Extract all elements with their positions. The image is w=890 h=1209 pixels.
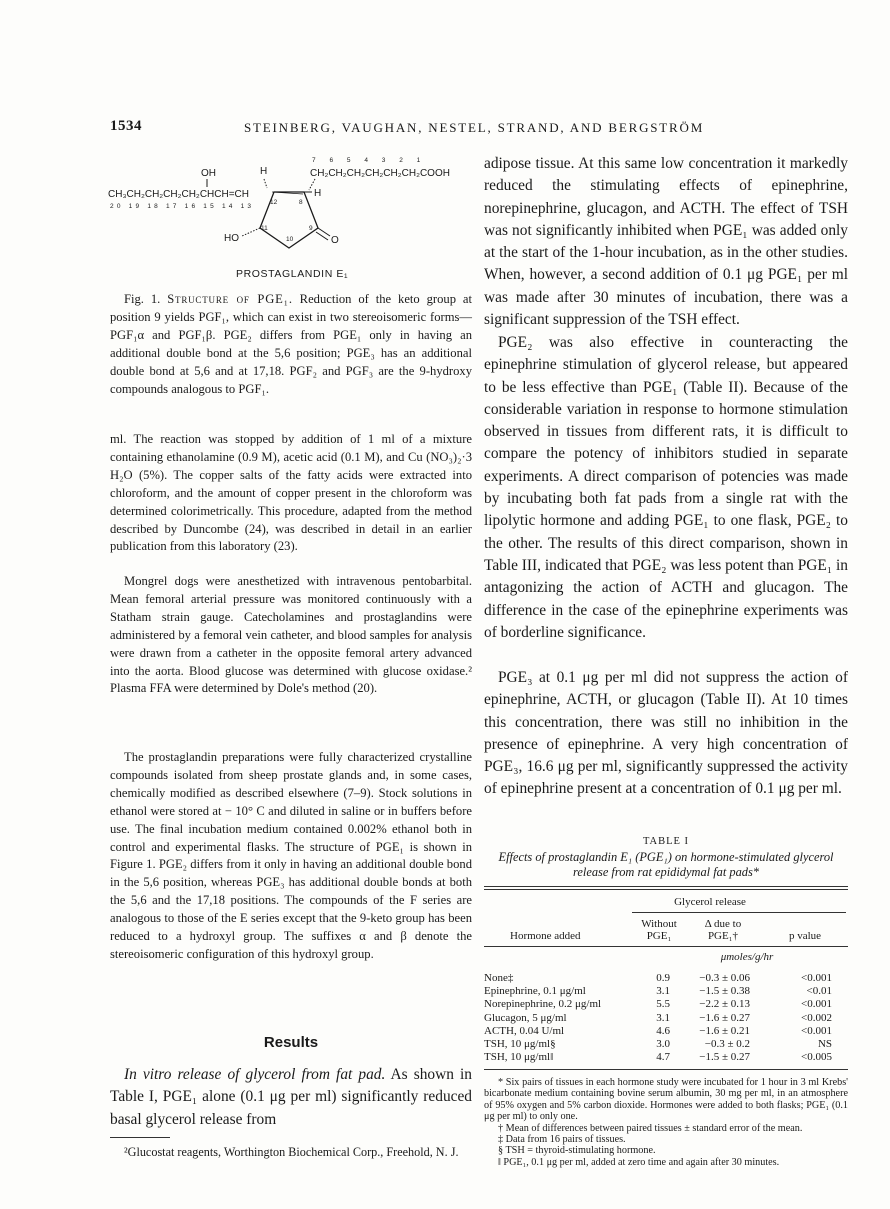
group-header: Glycerol release [674, 896, 746, 908]
body-paragraph-3: PGE₃ at 0.1 μg per ml did not suppress the action of epinephrine, ACTH, or glucagon (Table II). At 10 times this concentration, there was still no inhibition in the presence of epinephrine. A very high concentration of PGE₃, 16.6 μg per ml, significantly suppressed the activity of epinephrine present at a concentration of 0.1 μg per ml. [484, 669, 848, 798]
results-heading: Results [263, 1034, 319, 1051]
ring-number: 9 [309, 225, 313, 232]
body-paragraph-2: PGE₂ was also effective in counteracting the epinephrine stimulation of glycerol release, but appeared to be less effective than PGE₁ (Table II). Because of the considerable variation in response to hormone stimulation observed in tissues from different rats, it is difficult to compare the potency of inhibitors studied in separate experiments. A direct comparison of potencies was made by incubating both fat pads from a single rat with the lipolytic hormone and adding PGE₁ to one flask, PGE₂ to the other. The results of this direct comparison, shown in Table III, indicated that PGE₂ was less potent than PGE₁ in antagonizing the action of ACTH and glucagon. The difference in the case of the epinephrine experiments was of borderline significance. [484, 334, 848, 641]
table-row [484, 998, 848, 1011]
ring-number: 10 [286, 236, 294, 243]
ring-number: 12 [270, 199, 278, 206]
col-p-header: p value [788, 930, 822, 942]
table-row [484, 1038, 848, 1051]
figure-label-title: Structure of PGE₁. [167, 292, 293, 306]
left-chain-numbers [110, 203, 254, 210]
delta-cell: −1.6 ± 0.21 [699, 1024, 750, 1037]
ho-wedge [242, 228, 260, 236]
carbon-number: 13 [240, 203, 255, 210]
table-caption: Effects of prostaglandin E₁ (PGE₁) on hormone-stimulated glycerol release from rat epididymal fat pads* [498, 850, 834, 879]
units-label: μmoles/g/hr [720, 951, 774, 963]
delta-cell: −0.3 ± 0.06 [699, 972, 750, 984]
ring-number: 11 [261, 225, 268, 232]
hormone-cell: ACTH, 0.04 U/ml [484, 1024, 565, 1037]
table-note: ‡ Data from 16 pairs of tissues. [498, 1134, 626, 1146]
p-value-cell: <0.002 [801, 1011, 832, 1024]
hormone-cell: Epinephrine, 0.1 μg/ml [484, 985, 586, 998]
hormone-cell: TSH, 10 μg/ml§ [484, 1038, 556, 1050]
keto-o-label: O [331, 235, 339, 246]
p-value-cell: <0.001 [801, 1024, 832, 1037]
hormone-cell: Norepinephrine, 0.2 μg/ml [484, 998, 602, 1011]
hormone-cell: Glucagon, 5 μg/ml [484, 1011, 567, 1024]
running-head: STEINBERG, VAUGHAN, NESTEL, STRAND, AND BERGSTRÖM [244, 120, 705, 135]
table-title: TABLE I [642, 836, 690, 847]
carbon-number: 5 [346, 157, 357, 164]
without-cell: 0.9 [656, 972, 670, 984]
carbon-number: 20 [110, 203, 124, 210]
table-note: ‖ PGE₁, 0.1 μg per ml, added at zero time and again after 30 minutes. [498, 1156, 780, 1168]
methods-paragraph-3: The prostaglandin preparations were fully characterized crystalline compounds isolated from sheep prostate glands and, in some cases, chemically modified as described elsewhere (7–9). Stock solutions in ethanol were stored at − 10° C and diluted in saline or in buffers before use. The final incubation medium contained 0.002% ethanol both in control and experimental flasks. The structure of PGE₁ is shown in Figure 1. PGE₂ differs from it only in having an additional double bond in the 5,6 position, whereas PGE₃ has additional double bonds at both the 5,6 and the 17,18 positions. The compounds of the F series are analogous to those of the E series except that the 9-keto group has been reduced to a hydroxyl group. The suffixes α and β denote the stereoisomeric configuration of this hydroxyl group. [110, 750, 472, 961]
col-without-header: Without PGE₁ [641, 918, 677, 942]
h-label-left: H [260, 166, 268, 177]
carbon-number: 7 [312, 157, 322, 164]
footnote: ²Glucostat reagents, Worthington Biochemical Corp., Freehold, N. J. [124, 1145, 459, 1159]
carbon-number: 16 [184, 203, 199, 210]
footnote-rule [110, 1137, 170, 1138]
methods-paragraph-2: Mongrel dogs were anesthetized with intravenous pentobarbital. Mean femoral arterial pressure was monitored continuously with a Statham strain gauge. Catecholamines and prostaglandins were administered by a femoral vein catheter, and blood samples for analysis were drawn from a catheter in the opposite femoral artery advanced into the aorta. Blood glucose was determined with glucose oxidase.² Plasma FFA were determined by Dole's method (20). [110, 574, 472, 696]
header-rule [484, 946, 848, 947]
figure-label: Fig. 1. [124, 292, 161, 306]
carbon-number: 4 [364, 157, 374, 164]
h-wedge-left [264, 179, 267, 188]
table-row [484, 972, 848, 985]
col-hormone-header: Hormone added [510, 930, 581, 942]
delta-cell: −1.6 ± 0.27 [699, 1011, 750, 1024]
ho-label: HO [224, 233, 239, 244]
page-number: 1534 [110, 118, 142, 134]
left-chain-formula: CH₃CH₂CH₂CH₂CH₂CHCH=CH [108, 189, 249, 200]
without-cell: 5.5 [656, 998, 670, 1011]
carbon-number: 1 [416, 157, 427, 164]
delta-cell: −2.2 ± 0.13 [699, 998, 750, 1011]
figure-caption [110, 291, 472, 398]
table-bottom-rule [484, 1069, 848, 1070]
carbon-number: 3 [381, 157, 392, 164]
hormone-cell: TSH, 10 μg/ml‖ [484, 1051, 554, 1064]
p-value-cell: <0.005 [801, 1051, 832, 1064]
table-note: * Six pairs of tissues in each hormone study were incubated for 1 hour in 3 ml Krebs' bicarbonate medium containing bovine serum albumin, 30 mg per ml, in an atmosphere of 95% oxygen and 5% carbon dioxide. Hormones were added to both flasks; PGE₁ (0.1 μg per ml) to only one. [484, 1077, 848, 1123]
carbon-number: 2 [399, 157, 409, 164]
results-paragraph [110, 1064, 472, 1131]
prostaglandin-structure-figure [104, 150, 476, 262]
table-note: § TSH = thyroid-stimulating hormone. [498, 1145, 656, 1157]
table-row [484, 985, 848, 998]
ring-number: 8 [299, 199, 303, 206]
body-paragraph-1: adipose tissue. At this same low concentration it markedly reduced the stimulating effects of epinephrine, norepinephrine, glucagon, and ACTH. The effect of TSH was not significantly inhibited when PGE₁ was added only at the start of the 1-hour incubation, as in the other studies. When, however, a second addition of 0.1 μg PGE₁ per ml was made after 30 minutes of incubation, there was a significant suppression of the TSH effect. [484, 155, 848, 329]
p-value-cell: NS [817, 1038, 832, 1050]
without-cell: 4.6 [656, 1024, 670, 1037]
table-row [484, 1025, 848, 1038]
table-top-rule-2 [484, 889, 848, 890]
table-row [484, 1012, 848, 1025]
structure-title: PROSTAGLANDIN E₁ [236, 268, 349, 280]
right-chain-formula: CH₂CH₂CH₂CH₂CH₂CH₂COOH [310, 168, 450, 179]
carbon-number: 18 [147, 203, 161, 210]
without-cell: 3.1 [656, 1011, 670, 1024]
table-top-rule [484, 886, 848, 887]
p-value-cell: <0.001 [801, 972, 832, 984]
delta-cell: −1.5 ± 0.27 [699, 1051, 750, 1064]
results-subheading: In vitro release of glycerol from fat pad. [124, 1066, 386, 1083]
carbon-number: 17 [165, 203, 180, 210]
delta-cell: −0.3 ± 0.2 [704, 1038, 750, 1050]
carbon-number: 6 [329, 157, 340, 164]
hormone-cell: None‡ [484, 972, 514, 984]
results-text: As shown in Table I, PGE₁ alone (0.1 μg per ml) significantly reduced basal glycerol release from [110, 1066, 472, 1128]
carbon-number: 15 [203, 203, 217, 210]
table-row [484, 1051, 848, 1064]
table-notes [484, 1077, 848, 1168]
col-delta-header: Δ due to PGE₁† [704, 918, 742, 942]
methods-paragraph-1: ml. The reaction was stopped by addition of 1 ml of a mixture containing ethanolamine (0.9 M), acetic acid (0.1 M), and Cu (NO₃)₂·3 H₂O (5%). The copper salts of the fatty acids were extracted into chloroform, and the amount of copper present in the chloroform was determined colorimetrically. This procedure, adapted from the method described by Duncombe (24), was described in detail in an earlier publication from this laboratory (23). [110, 432, 472, 554]
delta-cell: −1.5 ± 0.38 [699, 985, 750, 998]
table-note: † Mean of differences between paired tissues ± standard error of the mean. [498, 1122, 803, 1134]
without-cell: 4.7 [656, 1051, 670, 1064]
top-chain-numbers [312, 157, 426, 164]
p-value-cell: <0.01 [806, 985, 832, 998]
h-label-right: H [314, 188, 322, 199]
without-cell: 3.1 [656, 985, 670, 998]
carbon-number: 14 [221, 203, 236, 210]
figure-caption-text: Reduction of the keto group at position 9 yields PGF₁, which can exist in two stereoisomeric forms—PGF₁α and PGF₁β. PGE₂ differs from PGE₁ only in having an additional double bond at the 5,6 position; PGE₃ has an additional double bond at 5,6 and at 17,18. PGF₂ and PGF₃ are the 9-hydroxy compounds analogous to PGF₁. [110, 292, 473, 396]
oh-label: OH [201, 168, 216, 179]
carbon-number: 19 [128, 203, 143, 210]
group-header-rule [632, 912, 846, 913]
without-cell: 3.0 [656, 1038, 670, 1050]
p-value-cell: <0.001 [801, 998, 832, 1011]
